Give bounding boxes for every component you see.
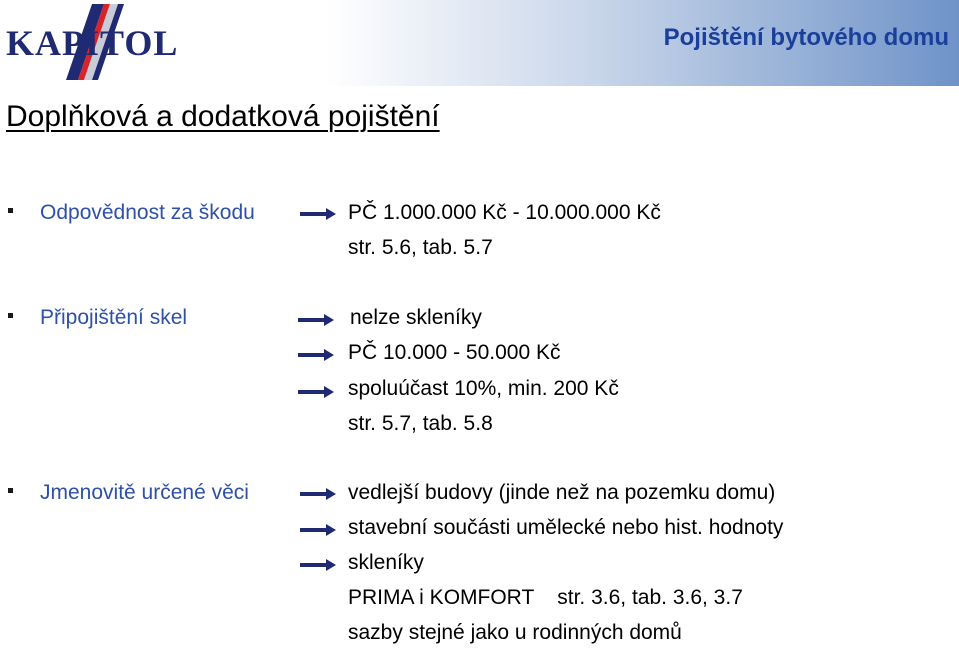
arrow-right-icon: [300, 208, 336, 220]
item-line: vedlejší budovy (jinde než na pozemku domu): [348, 481, 776, 504]
square-bullet-icon: [8, 313, 13, 318]
arrow-right-icon: [298, 314, 334, 326]
item-line: str. 5.6, tab. 5.7: [348, 236, 493, 259]
item-line: PRIMA i KOMFORT str. 3.6, tab. 3.6, 3.7: [348, 586, 743, 609]
item-line: spoluúčast 10%, min. 200 Kč: [348, 377, 619, 400]
item-line: stavební součásti umělecké nebo hist. hodnoty: [348, 516, 784, 539]
item-line: skleníky: [348, 551, 424, 574]
item-line: PČ 1.000.000 Kč - 10.000.000 Kč: [348, 201, 661, 224]
arrow-right-icon: [300, 559, 336, 571]
item-line: nelze skleníky: [350, 306, 482, 329]
item-label-pripojisteni-skel: Připojištění skel: [40, 306, 188, 329]
item-line: sazby stejné jako u rodinných domů: [348, 621, 682, 644]
arrow-right-icon: [300, 524, 336, 536]
logo-text: KAPITOL: [6, 23, 179, 63]
page-title: Doplňková a dodatková pojištění: [6, 100, 440, 133]
item-label-odpovednost: Odpovědnost za škodu: [40, 201, 255, 224]
header-title: Pojištění bytového domu: [663, 24, 949, 51]
arrow-right-icon: [298, 386, 334, 398]
item-label-jmenovite-urcene-veci: Jmenovitě určené věci: [40, 481, 249, 504]
item-line: PČ 10.000 - 50.000 Kč: [348, 341, 561, 364]
arrow-right-icon: [300, 488, 336, 500]
square-bullet-icon: [8, 488, 13, 493]
kapitol-logo: [4, 2, 179, 82]
square-bullet-icon: [8, 208, 13, 213]
arrow-right-icon: [298, 349, 334, 361]
item-line: str. 5.7, tab. 5.8: [348, 412, 493, 435]
